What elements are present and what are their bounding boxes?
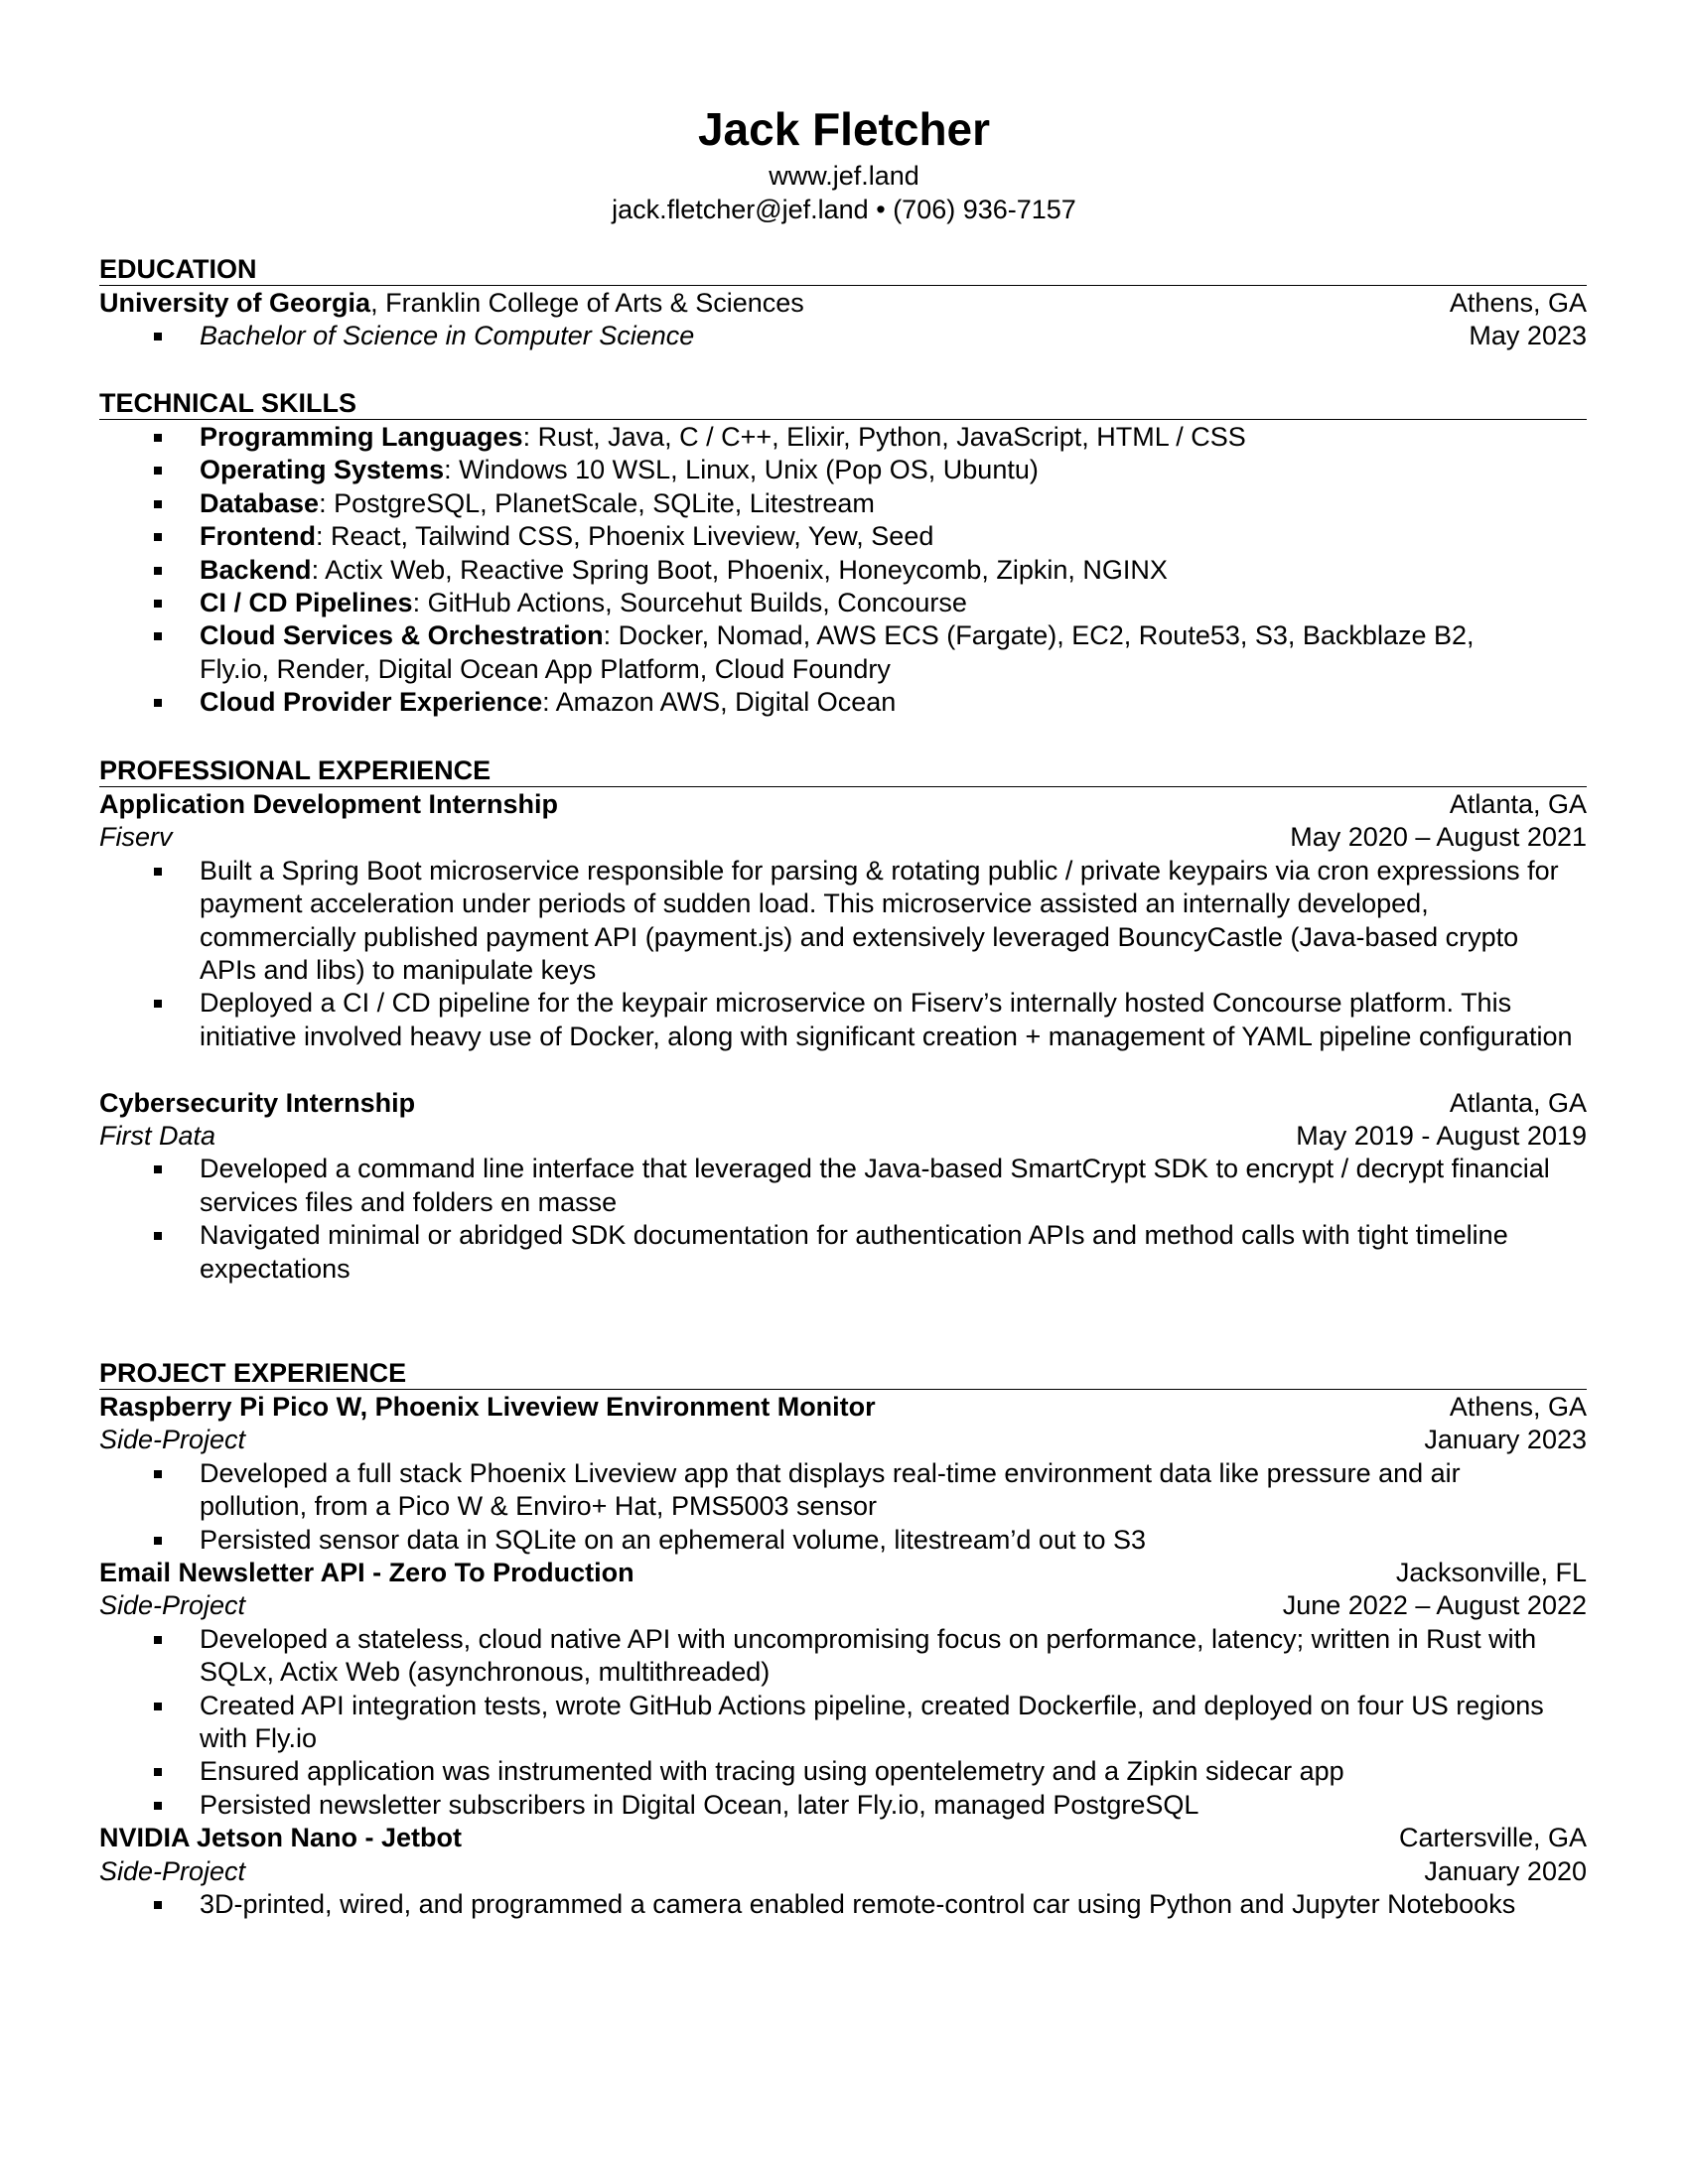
project-kind-line: [99, 1855, 1587, 1888]
job-company-line: [99, 821, 1587, 854]
skill-item: [99, 487, 1587, 520]
job-location: Atlanta, GA: [1449, 1087, 1587, 1118]
skill-label: Programming Languages: [200, 422, 523, 452]
list-item: Developed a command line interface that leveraged the Java-based SmartCrypt SDK to encrypt / decrypt financial services files and folders en masse: [99, 1153, 1587, 1219]
project-kind-line: [99, 1589, 1587, 1622]
projects-section: [99, 1356, 1587, 1921]
phone-number: (706) 936-7157: [893, 195, 1076, 224]
project-kind: Side-Project: [99, 1590, 246, 1621]
project-date: January 2023: [1424, 1425, 1587, 1455]
list-item: Persisted sensor data in SQLite on an ephemeral volume, litestream’d out to S3: [99, 1524, 1587, 1557]
skill-value: : React, Tailwind CSS, Phoenix Liveview, Yew, Seed: [315, 521, 934, 552]
skill-value: : Amazon AWS, Digital Ocean: [542, 687, 897, 718]
project-name: Email Newsletter API - Zero To Production: [99, 1558, 634, 1587]
project-location: Athens, GA: [1449, 1392, 1587, 1422]
skill-value: : Rust, Java, C / C++, Elixir, Python, JavaScript, HTML / CSS: [522, 422, 1246, 452]
project-kind: Side-Project: [99, 1855, 246, 1886]
skill-item: [99, 520, 1587, 553]
job-location: Atlanta, GA: [1449, 789, 1587, 819]
project-title-line: [99, 1822, 1587, 1854]
skill-value: : Windows 10 WSL, Linux, Unix (Pop OS, Ubuntu): [444, 455, 1039, 485]
section-divider: [99, 285, 1587, 286]
list-item: Navigated minimal or abridged SDK documentation for authentication APIs and method calls with tight timeline expectations: [99, 1219, 1587, 1286]
degree: Bachelor of Science in Computer Science: [200, 321, 695, 351]
education-heading: EDUCATION: [99, 254, 257, 284]
project-location: Cartersville, GA: [1398, 1823, 1587, 1853]
skill-item: [99, 619, 1587, 686]
job-company: Fiserv: [99, 822, 173, 853]
job-company: First Data: [99, 1121, 216, 1151]
skill-item: [99, 554, 1587, 587]
email-link[interactable]: jack.fletcher@jef.land: [612, 195, 869, 224]
list-item: Built a Spring Boot microservice responsible for parsing & rotating public / private keypairs via cron expressions for payment acceleration under periods of sudden load. This microservice assisted an internally developed, commercially published payment API (payment.js) and extensively leveraged BouncyCastle (Java-based crypto APIs and libs) to manipulate keys: [99, 855, 1587, 988]
college-name: , Franklin College of Arts & Sciences: [370, 288, 804, 318]
skill-item: [99, 454, 1587, 486]
list-item: Developed a full stack Phoenix Liveview app that displays real-time environment data like pressure and air pollution, from a Pico W & Enviro+ Hat, PMS5003 sensor: [99, 1457, 1587, 1524]
job-title-line: [99, 1087, 1587, 1120]
skill-label: Cloud Provider Experience: [200, 687, 543, 718]
section-divider: [99, 786, 1587, 787]
list-item: Deployed a CI / CD pipeline for the keypair microservice on Fiserv’s internally hosted Concourse platform. This initiative involved heavy use of Docker, along with significant creation + management of YAML pipeline configuration: [99, 987, 1587, 1053]
skill-label: Operating Systems: [200, 455, 445, 485]
job-company-line: [99, 1120, 1587, 1153]
skill-label: Backend: [200, 554, 312, 585]
job-dates: May 2020 – August 2021: [1290, 822, 1587, 853]
project-kind: Side-Project: [99, 1425, 246, 1455]
education-section: [99, 252, 1587, 353]
spacer: [99, 1053, 1587, 1086]
project-title-line: [99, 1557, 1587, 1589]
section-divider: [99, 1389, 1587, 1390]
skill-item: [99, 421, 1587, 454]
list-item: Developed a stateless, cloud native API with uncompromising focus on performance, latency; written in Rust with SQLx, Actix Web (asynchronous, multithreaded): [99, 1623, 1587, 1690]
school-location: Athens, GA: [1449, 288, 1587, 318]
projects-heading: PROJECT EXPERIENCE: [99, 1358, 407, 1388]
candidate-name: Jack Fletcher: [697, 103, 991, 155]
resume-header: [0, 99, 1688, 226]
project-name: NVIDIA Jetson Nano - Jetbot: [99, 1823, 463, 1853]
project-date: January 2020: [1424, 1855, 1587, 1886]
list-item: Created API integration tests, wrote GitHub Actions pipeline, created Dockerfile, and deployed on four US regions with Fly.io: [99, 1690, 1587, 1756]
separator-dot: •: [876, 195, 886, 224]
skill-value: : Docker, Nomad, AWS ECS (Fargate), EC2, Route53, S3, Backblaze B2, Fly.io, Render, Digital Ocean App Platform, Cloud Foundry: [200, 620, 1475, 684]
list-item: Persisted newsletter subscribers in Digital Ocean, later Fly.io, managed PostgreSQL: [99, 1789, 1587, 1822]
skills-heading: TECHNICAL SKILLS: [99, 388, 357, 418]
project-title-line: [99, 1391, 1587, 1424]
project-location: Jacksonville, FL: [1395, 1558, 1587, 1587]
school-name: University of Georgia: [99, 288, 371, 318]
skill-item: [99, 587, 1587, 619]
skill-item: [99, 686, 1587, 719]
job-dates: May 2019 - August 2019: [1296, 1121, 1587, 1151]
skill-label: CI / CD Pipelines: [200, 588, 413, 618]
skill-label: Frontend: [200, 521, 316, 552]
project-name: Raspberry Pi Pico W, Phoenix Liveview Environment Monitor: [99, 1392, 876, 1422]
section-divider: [99, 419, 1587, 420]
skill-value: : GitHub Actions, Sourcehut Builds, Concourse: [412, 588, 967, 618]
website-link[interactable]: www.jef.land: [769, 161, 919, 191]
project-date: June 2022 – August 2022: [1282, 1590, 1587, 1621]
list-item: Ensured application was instrumented with tracing using opentelemetry and a Zipkin sidecar app: [99, 1755, 1587, 1788]
experience-section: [99, 753, 1587, 1286]
skill-value: : Actix Web, Reactive Spring Boot, Phoenix, Honeycomb, Zipkin, NGINX: [311, 554, 1168, 585]
list-item: 3D-printed, wired, and programmed a camera enabled remote-control car using Python and Jupyter Notebooks: [99, 1888, 1587, 1921]
graduation-date: May 2023: [1469, 321, 1587, 351]
job-role: Cybersecurity Internship: [99, 1087, 416, 1118]
education-school-line: [99, 287, 1587, 320]
job-role: Application Development Internship: [99, 789, 559, 819]
skill-label: Database: [200, 487, 320, 518]
skill-label: Cloud Services & Orchestration: [200, 620, 604, 651]
skill-value: : PostgreSQL, PlanetScale, SQLite, Litestream: [319, 487, 875, 518]
contact-line: [0, 193, 1688, 226]
list-item: [99, 320, 1587, 352]
project-kind-line: [99, 1424, 1587, 1456]
skills-section: [99, 386, 1587, 720]
job-title-line: [99, 788, 1587, 821]
experience-heading: PROFESSIONAL EXPERIENCE: [99, 755, 492, 785]
